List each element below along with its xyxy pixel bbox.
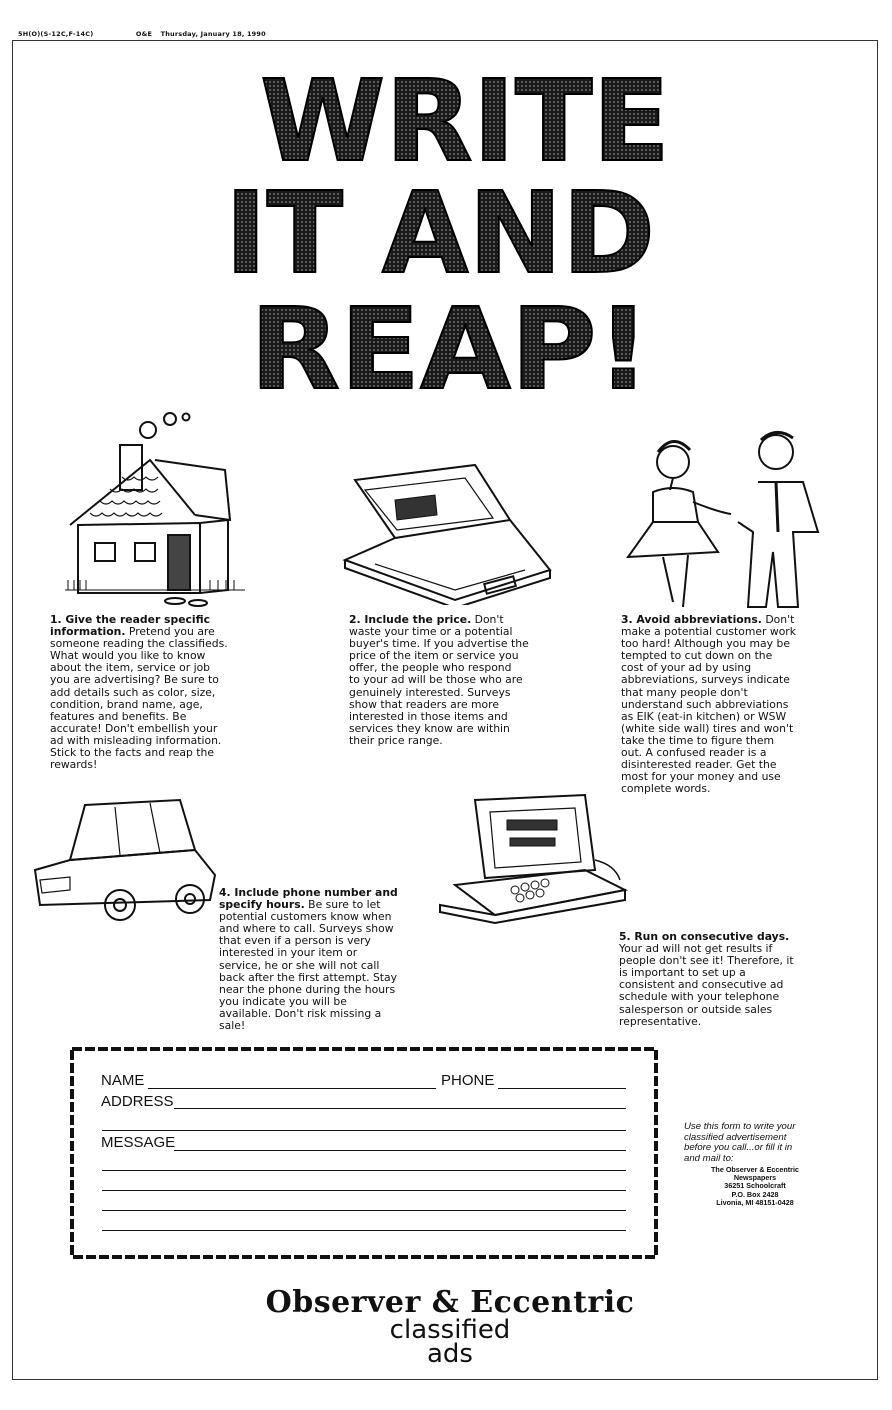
tip-2-line-4: offer, the people who respond (349, 661, 512, 675)
tip-2-line-9: services they know are within (349, 721, 510, 735)
tip-3-line-8: as EIK (eat-in kitchen) or WSW (621, 709, 787, 723)
name-field[interactable] (148, 1088, 436, 1089)
tip-3-line-10: take the time to figure them (621, 733, 775, 747)
mail-addr-line-3: P.O. Box 2428 (731, 1189, 779, 1199)
tip-1-line-3: about the item, service or job (50, 661, 211, 675)
tip-5 (619, 931, 824, 1028)
message-line-2[interactable] (102, 1170, 626, 1171)
tip-4-line-5: service, he or she will not call (219, 958, 380, 972)
tip-1-line-0: Pretend you are (128, 625, 215, 639)
tip-1-line-6: condition, brand name, age, (50, 697, 203, 711)
tip-5-line-5: salesperson or outside sales (619, 1002, 773, 1016)
tip-1-line-10: Stick to the facts and reap the (50, 746, 214, 760)
tip-1-line-1: someone reading the classifieds. (50, 637, 228, 651)
phone-field[interactable] (498, 1088, 626, 1089)
tip-5-line-1: people don't see it! Therefore, it (619, 954, 794, 968)
tip-2-line-6: genuinely interested. Surveys (349, 685, 511, 699)
message-line-3[interactable] (102, 1190, 626, 1191)
tip-4-line-3: that even if a person is very (219, 934, 371, 948)
tip-3-line-6: that many people don't (621, 685, 748, 699)
car-illustration (30, 795, 220, 925)
mail-addr-line-4: Livonia, MI 48151-0428 (716, 1197, 794, 1207)
headline (0, 0, 892, 420)
tip-2-line-3: price of the item or service you (349, 649, 519, 663)
mail-addr-line-1: Newspapers (733, 1173, 777, 1183)
tip-2-line-2: buyer's time. If you advertise the (349, 637, 529, 651)
tip-3-line-2: too hard! Although you may be (621, 637, 790, 651)
tip-3-line-11: out. A confused reader is a (621, 746, 767, 760)
mail-note-line-3: and mail to: (684, 1152, 734, 1164)
tip-3-line-9: (white side wall) tires and won't (621, 721, 794, 735)
tip-1-line-5: add details such as color, size, (50, 685, 216, 699)
message-label: MESSAGE (101, 1134, 176, 1151)
house-illustration (60, 405, 245, 610)
tip-3-line-5: abbreviations, surveys indicate (621, 673, 790, 687)
tip-4-line-1: potential customers know when (219, 910, 392, 924)
mailing-address (684, 1166, 826, 1207)
coupon-border (70, 1047, 658, 1259)
message-field[interactable] (174, 1150, 626, 1151)
phone-label: PHONE (441, 1072, 495, 1089)
tip-5-title: 5. Run on consecutive days. (619, 930, 790, 943)
tip-3-line-0: Don't (765, 613, 795, 626)
tip-4-line-10: sale! (219, 1019, 246, 1033)
issue-date: Thursday, January 18, 1990 (160, 30, 266, 38)
tip-5-line-4: schedule with your telephone (619, 990, 780, 1004)
tip-2-line-1: waste your time or a potential (349, 625, 513, 639)
ads-word: ads (427, 1339, 473, 1369)
tip-2-line-7: show that readers are more (349, 697, 500, 711)
tip-2-line-10: their price range. (349, 733, 443, 747)
tip-3-line-14: complete words. (621, 782, 711, 796)
tip-5-line-3: consistent and consecutive ad (619, 978, 784, 992)
mail-note-line-1: classified advertisement (684, 1131, 787, 1143)
couple-illustration (618, 422, 833, 614)
address-label: ADDRESS (101, 1093, 174, 1110)
tip-2-line-5: to your ad will be those who are (349, 673, 523, 687)
tip-1-line-8: accurate! Don't embellish your (50, 721, 218, 735)
tip-2 (349, 614, 549, 747)
address-field-line-2[interactable] (102, 1130, 626, 1131)
tip-1-line-11: rewards! (50, 758, 98, 772)
tip-1-line-7: features and benefits. Be (50, 709, 187, 723)
tip-5-line-2: is important to set up a (619, 966, 746, 980)
headline-line-3: REAP! (250, 285, 650, 415)
tip-1-title: 1. Give the reader specific information. (50, 613, 211, 639)
tip-4-line-9: available. Don't risk missing a (219, 1006, 382, 1020)
tip-3-title: 3. Avoid abbreviations. (621, 613, 762, 626)
tip-4-line-7: near the phone during the hours (219, 982, 396, 996)
tip-4 (219, 887, 419, 1032)
tip-5-line-6: representative. (619, 1014, 702, 1028)
headline-line-2: IT AND (225, 169, 655, 299)
classified-ads-logo (330, 1315, 570, 1369)
tip-1 (50, 614, 250, 771)
mail-addr-line-0: The Observer & Eccentric (711, 1165, 799, 1174)
address-field[interactable] (174, 1108, 626, 1109)
briefcase-illustration (335, 460, 555, 605)
tip-2-line-8: interested in those items and (349, 709, 508, 723)
tip-3-line-7: understand such abbreviations (621, 697, 789, 711)
tip-4-line-6: back after the first attempt. Stay (219, 970, 398, 984)
tip-1-line-2: What would you like to know (50, 649, 206, 663)
tip-1-line-4: you are advertising? Be sure to (50, 673, 219, 687)
tip-4-line-2: and where to call. Surveys show (219, 922, 394, 936)
tip-2-line-0: Don't (474, 613, 504, 626)
tip-2-title: 2. Include the price. (349, 613, 472, 626)
section-label: O&E (135, 30, 153, 38)
tip-1-line-9: ad with misleading information. (50, 733, 222, 747)
name-label: NAME (101, 1072, 145, 1089)
computer-illustration (435, 790, 630, 925)
tip-3 (621, 614, 826, 795)
message-line-4[interactable] (102, 1210, 626, 1211)
tip-5-line-0: Your ad will not get results if (619, 942, 773, 956)
mail-instructions (684, 1122, 826, 1164)
tip-3-line-12: disinterested reader. Get the (621, 758, 777, 772)
edition-code: 5H(O)(S-12C,F-14C) (18, 30, 94, 38)
tip-3-line-4: cost of your ad by using (621, 661, 752, 675)
message-line-5[interactable] (102, 1230, 626, 1231)
tip-4-line-4: interested in your item or (219, 946, 358, 960)
mail-note-line-0: Use this form to write your (684, 1121, 796, 1132)
headline-line-1: WRITE (260, 57, 670, 187)
tip-4-line-8: you indicate you will be (219, 994, 347, 1008)
mail-addr-line-2: 36251 Schoolcraft (724, 1181, 786, 1191)
classified-word: classified (389, 1315, 511, 1345)
tip-3-line-3: tempted to cut down on the (621, 649, 773, 663)
tip-4-title: 4. Include phone number and specify hours. (219, 886, 398, 912)
tip-4-line-0: Be sure to let (308, 898, 381, 912)
mail-note-line-2: before you call...or fill it in (684, 1142, 793, 1154)
tip-3-line-1: make a potential customer work (621, 625, 796, 639)
masthead-logo: Observer & Eccentric (265, 1285, 635, 1320)
tip-3-line-13: most for your money and use (621, 770, 781, 784)
